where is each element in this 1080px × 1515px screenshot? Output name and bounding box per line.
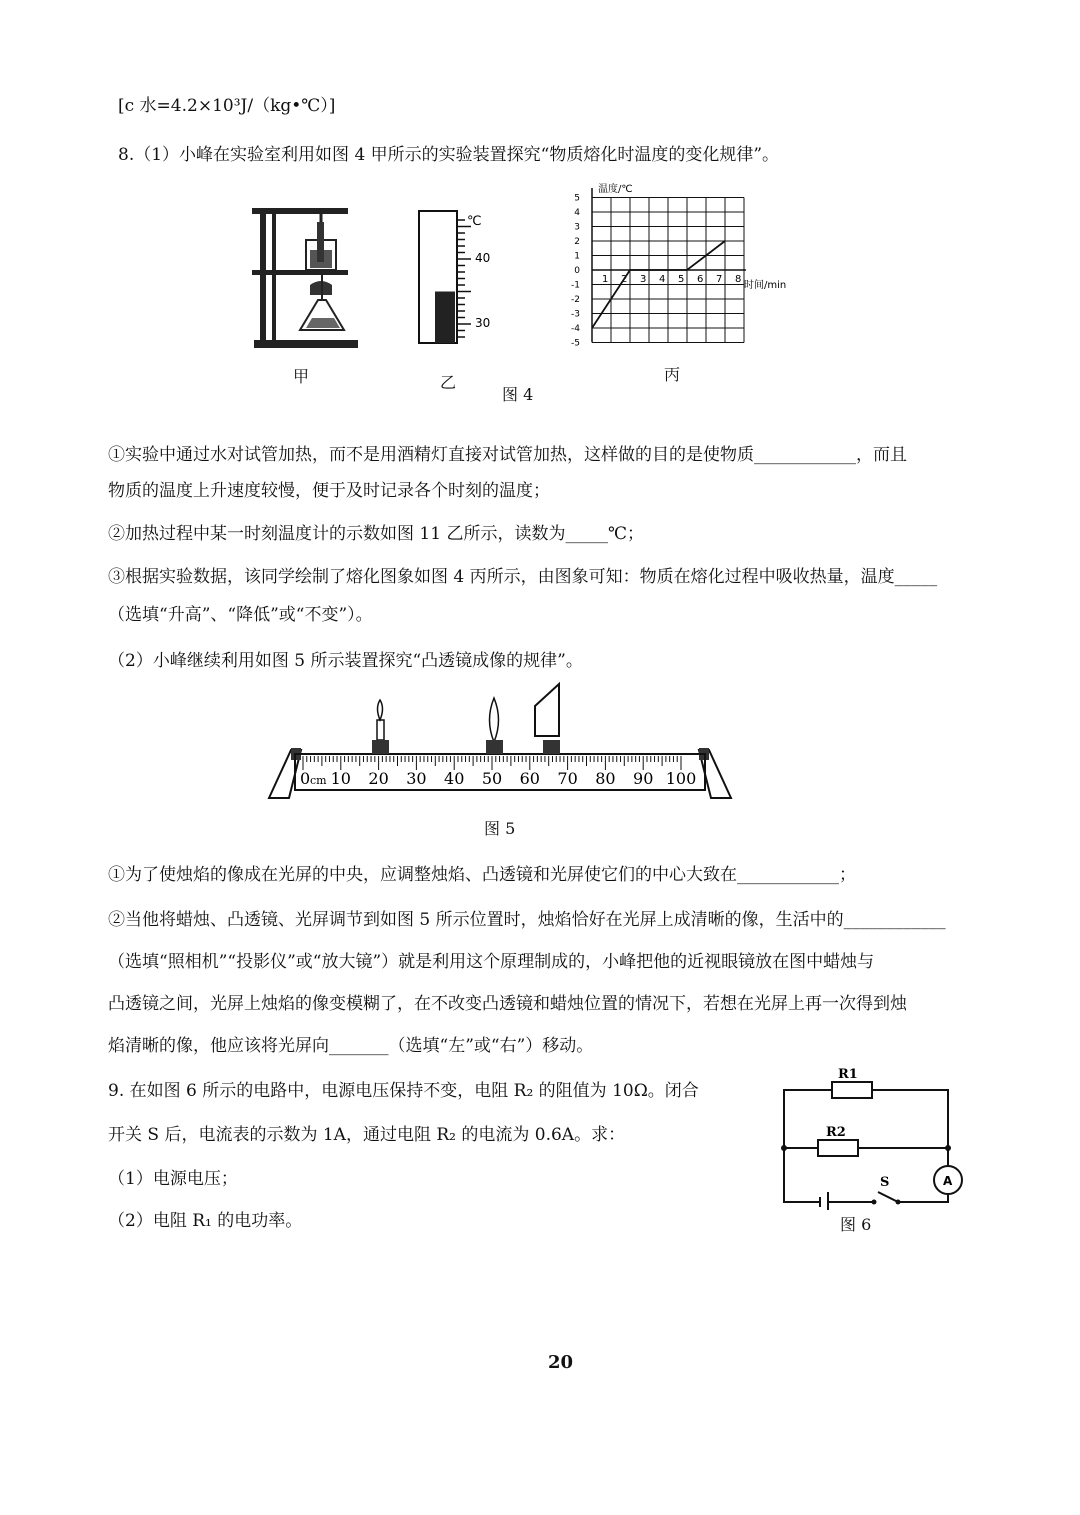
q8-p5: ②当他将蜡烛、凸透镜、光屏调节到如图 5 所示位置时，烛焰恰好在光屏上成清晰的像，生活中的____________ [108,910,946,930]
thermo-tick-30: 30 [475,316,491,330]
graph-x-tick: 2 [621,274,628,285]
fig4-label-yi: 乙 [440,373,457,392]
fig4-yi-thermometer [415,207,500,347]
thermo-unit: ℃ [467,214,482,229]
bench-unit: cm [310,774,327,787]
fig4-label-bing: 丙 [664,365,681,384]
candle [372,700,389,754]
bench-tick-label: 70 [557,769,578,788]
fig5-optical-bench [265,680,735,800]
graph-y-tick: 0 [574,266,580,276]
graph-y-tick: 5 [574,193,580,204]
bench-zero: 0 [300,769,311,788]
bench-tick-label: 40 [444,769,465,788]
q8-p5b: （选填“照相机”“投影仪”或“放大镜”）就是利用这个原理制成的，小峰把他的近视眼镜放在图中蜡烛与 [108,952,875,972]
resistor-r1 [832,1082,872,1098]
switch-s [878,1192,898,1202]
graph-x-tick: 4 [659,274,666,285]
fig4-label-jia: 甲 [293,367,310,386]
q8-p5d: 焰清晰的像，他应该将光屏向_______（选填“左”或“右”）移动。 [108,1036,594,1056]
q8-p3: ③根据实验数据，该同学绘制了熔化图象如图 4 丙所示，由图象可知：物质在熔化过程中吸收热量，温度_____ [108,567,938,587]
graph-y-tick: 4 [574,208,580,218]
fig4-bing-melting-graph [560,180,810,350]
graph-x-tick: 7 [716,274,723,285]
bench-tick-label: 60 [519,769,540,788]
bench-tick-label: 30 [406,769,427,788]
graph-y-tick: -4 [571,324,580,334]
label-switch: S [880,1175,890,1190]
bench-tick-label: 80 [595,769,616,788]
q8-p2: ②加热过程中某一时刻温度计的示数如图 11 乙所示，读数为_____℃； [108,524,644,544]
q9-line3: （1）电源电压； [108,1169,238,1189]
q9-line1: 9. 在如图 6 所示的电路中，电源电压保持不变，电阻 R₂ 的阻值为 10Ω。闭合 [108,1081,699,1101]
thermo-tick-40: 40 [475,251,491,265]
graph-y-tick: -2 [571,295,580,305]
graph-x-tick: 1 [602,274,609,285]
bench-tick-label: 10 [330,769,351,788]
q8-intro: 8.（1）小峰在实验室利用如图 4 甲所示的实验装置探究“物质熔化时温度的变化规律”。 [118,145,780,165]
graph-y-tick: 1 [574,251,580,262]
graph-y-tick: 2 [574,237,580,247]
graph-x-tick: 6 [697,274,704,285]
graph-y-tick: 3 [574,222,580,233]
q9-line2: 开关 S 后，电流表的示数为 1A，通过电阻 R₂ 的电流为 0.6A。求： [108,1125,626,1145]
page-number: 20 [548,1352,574,1373]
bench-tick-label: 20 [368,769,389,788]
fig6-caption: 图 6 [840,1215,872,1234]
graph-x-tick: 3 [640,274,647,285]
label-r2: R2 [826,1125,846,1140]
resistor-r2 [818,1140,858,1156]
fig4-caption: 图 4 [502,385,534,404]
specific-heat-formula: [c 水=4.2×10³J/（kg•℃）] [118,96,336,116]
graph-y-tick: -1 [571,280,580,291]
graph-y-tick: -3 [571,309,580,320]
fig5-caption: 图 5 [484,819,516,838]
graph-y-tick: -5 [571,338,580,349]
graph-xlabel: 时间/min [744,280,787,291]
fig6-circuit [770,1060,980,1210]
graph-x-tick: 8 [735,274,742,285]
graph-x-tick: 5 [678,274,685,285]
convex-lens [486,698,503,754]
bench-tick-label: 100 [665,769,697,788]
q8-p4: ①为了使烛焰的像成在光屏的中央，应调整烛焰、凸透镜和光屏使它们的中心大致在____________； [108,865,856,885]
bench-tick-label: 50 [481,769,503,788]
q8-p3b: （选填“升高”、“降低”或“不变”）。 [108,605,373,625]
thermometer-liquid-column [435,292,455,344]
q9-line4: （2）电阻 R₁ 的电功率。 [108,1211,303,1231]
label-ammeter: A [943,1174,953,1188]
graph-ylabel: 温度/℃ [598,184,633,195]
bench-tick-label: 90 [633,769,654,788]
light-screen [535,684,560,754]
fig4-jia-apparatus [248,200,363,355]
q8-p1: ①实验中通过水对试管加热，而不是用酒精灯直接对试管加热，这样做的目的是使物质____________，而且 [108,445,907,465]
label-r1: R1 [838,1067,858,1082]
q8-part2: （2）小峰继续利用如图 5 所示装置探究“凸透镜成像的规律”。 [108,651,583,671]
q8-p5c: 凸透镜之间，光屏上烛焰的像变模糊了，在不改变凸透镜和蜡烛位置的情况下，若想在光屏上再一次得到烛 [108,994,907,1014]
q8-p1b: 物质的温度上升速度较慢，便于及时记录各个时刻的温度； [108,481,550,501]
